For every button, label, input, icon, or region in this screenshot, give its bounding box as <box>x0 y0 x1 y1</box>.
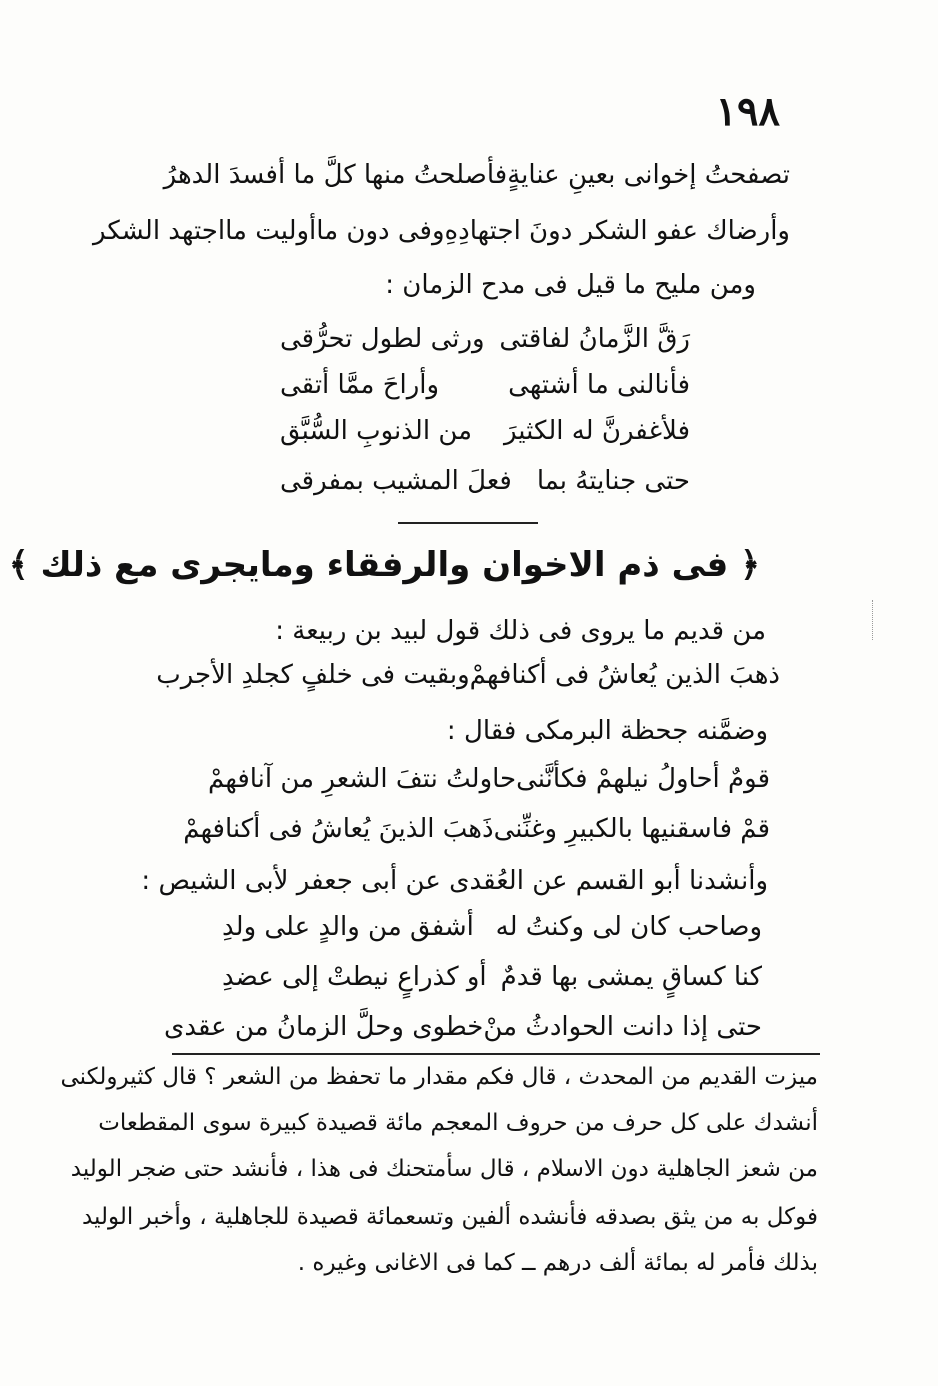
text-line: من قديم ما يروى فى ذلك قول لبيد بن ربيعة : <box>275 616 766 646</box>
verse-hemistich-left: أشفق من والدٍ على ولدِ <box>222 912 474 942</box>
verse-hemistich-right: كنا كساقٍ يمشى بها قدمٌ <box>500 962 762 992</box>
poem-line <box>164 1012 762 1043</box>
verse-hemistich-left: خطوى وحلَّ الزمانُ من عقدى <box>164 1012 484 1042</box>
footnote-line: بذلك فأمر له بمائة ألف درهم ــ كما فى الاغانى وغيره . <box>297 1250 818 1276</box>
footnote-line: أنشدك على كل حرف من حروف المعجم مائة قصيدة كبيرة سوى المقطعات <box>98 1110 818 1136</box>
verse-hemistich-right: ذهبَ الذين يُعاشُ فى أكنافهمْ <box>469 660 780 690</box>
footnote-divider <box>172 1053 820 1055</box>
poem-line <box>222 962 762 993</box>
verse-hemistich-left: فأصلحتُ منها كلَّ ما أفسدَ الدهرُ <box>163 160 508 190</box>
verse-hemistich-left: وبقيت فى خلفٍ كجلدِ الأجرب <box>156 660 470 690</box>
verse-hemistich-left: ذَهبَ الذينَ يُعاشُ فى أكنافهمْ <box>183 814 494 844</box>
text-line: وأنشدنا أبو القسم عن العُقدى عن أبى جعفر لأبى الشيص : <box>141 866 768 896</box>
verse-hemistich-right: قومٌ أحاولُ نيلهمْ فكأنَّنى <box>516 764 770 794</box>
verse-hemistich-left: من الذنوبِ السُّبَّق <box>280 416 473 446</box>
verse-hemistich-right: تصفحتُ إخوانى بعينِ عنايةٍ <box>507 160 790 190</box>
poem-line <box>280 466 690 497</box>
poem-line <box>183 814 770 845</box>
verse-hemistich-right: حتى إذا دانت الحوادثُ منْ <box>483 1012 762 1042</box>
verse-hemistich-left: حاولتُ نتفَ الشعرِ من آنافهمْ <box>208 764 517 794</box>
verse-hemistich-right: وصاحب كان لى وكنتُ له <box>495 912 762 942</box>
verse-hemistich-right: فأنالنى ما أشتهى <box>508 370 690 400</box>
poem-line <box>208 764 770 795</box>
section-heading: ﴿ فى ذم الاخوان والرفقاء ومايجرى مع ذلك ﴾ <box>8 545 760 585</box>
page-number: ١٩٨ <box>715 88 780 135</box>
verse-hemistich-right: رَقَّ الزَّمانُ لفاقتى <box>499 324 690 354</box>
poem-line <box>280 324 690 355</box>
footnote-line: من شعز الجاهلية دون الاسلام ، قال سأمتحنك فى هذا ، فأنشد حتى ضجر الوليد <box>70 1156 818 1182</box>
verse-hemistich-right: فلأغفرنَّ له الكثيرَ <box>503 416 690 446</box>
verse-line <box>163 160 790 191</box>
verse-hemistich-left: فعلَ المشيب بمفرقى <box>280 466 512 496</box>
verse-line <box>93 216 790 247</box>
verse-hemistich-right: وأرضاك عفو الشكر دونَ اجتهادِهِ <box>444 216 790 246</box>
poem-line <box>280 370 690 401</box>
footnote-line: ميزت القديم من المحدث ، قال فكم مقدار ما تحفظ من الشعر ؟ قال كثيرولكنى <box>60 1064 818 1090</box>
verse-hemistich-left: وأراحَ ممَّا أتقى <box>280 370 440 400</box>
footnote-line: فوكل به من يثق بصدقه فأنشده ألفين وتسعمائة قصيدة للجاهلية ، وأخبر الوليد <box>81 1204 818 1230</box>
verse-hemistich-right: حتى جنايتهُ بما <box>536 466 690 496</box>
margin-mark <box>872 600 873 640</box>
poem-line <box>222 912 762 943</box>
verse-line <box>156 660 780 691</box>
verse-hemistich-left: أو كذراعٍ نيطتْ إلى عضدِ <box>222 962 487 992</box>
verse-hemistich-left: ورثى لطول تحرُّقى <box>280 324 485 354</box>
text-line: وضمَّنه جحظة البرمكى فقال : <box>446 716 768 746</box>
verse-hemistich-left: وفى دون ماأوليت مااجتهد الشكر <box>93 216 445 246</box>
verse-hemistich-right: قمْ فاسقنيها بالكبيرِ وغنِّنى <box>493 814 770 844</box>
poem-line <box>280 416 690 447</box>
divider <box>398 522 538 524</box>
intro-line: ومن مليح ما قيل فى مدح الزمان : <box>385 270 756 300</box>
